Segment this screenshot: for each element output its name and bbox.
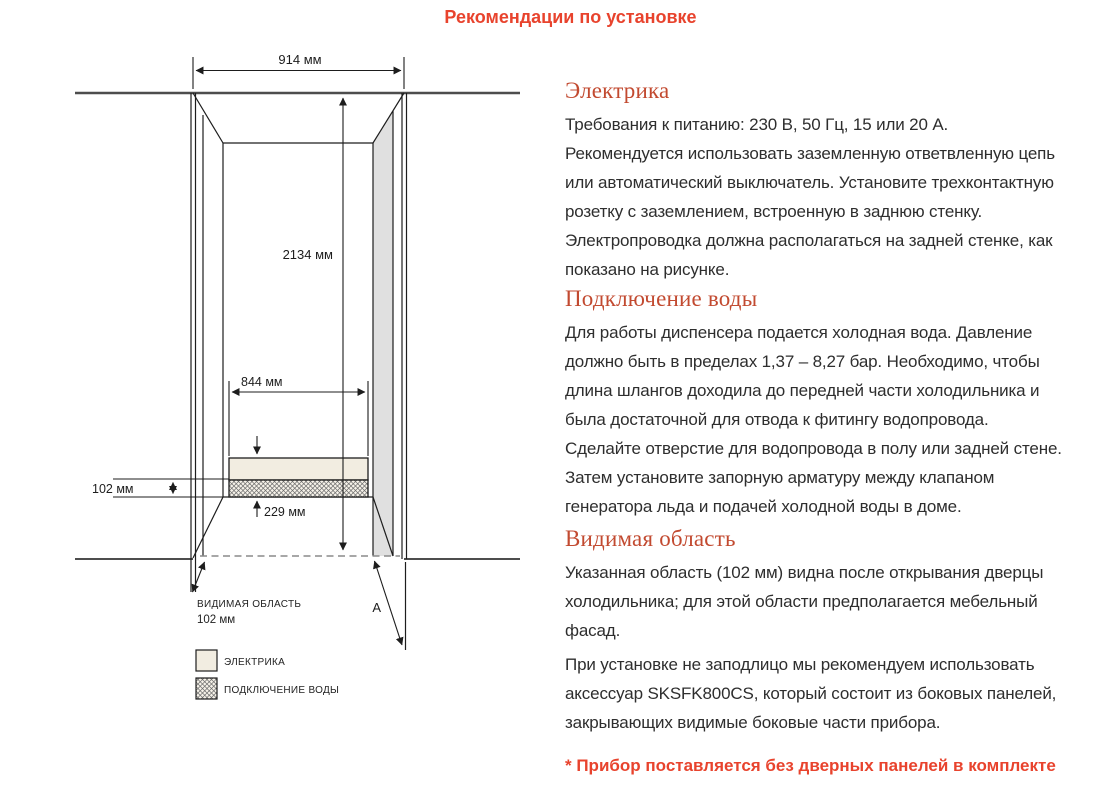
section-body-water: Для работы диспенсера подается холодная вода. Давление должно быть в пределах 1,37 – 8,27 бар. Необходимо, чтобы длина шлангов доходила до передней части холодильника и была достаточной для отвода к фитингу водопровода. Сделайте отверстие для водопровода в полу или задней стене. Затем установите запорную арматуру между клапаном генератора льда и подачей холодной воды в доме. xyxy=(565,323,1062,516)
visible-area-callout xyxy=(193,562,302,626)
legend-electrical-swatch xyxy=(196,650,217,671)
visible-area-label-line1: ВИДИМАЯ ОБЛАСТЬ xyxy=(197,599,302,610)
section-heading-electrical: Электрика xyxy=(565,78,670,103)
section-heading-water: Подключение воды xyxy=(565,286,758,311)
section-heading-visible-area: Видимая область xyxy=(565,526,736,551)
page-title: Рекомендации по установке xyxy=(444,7,697,27)
diagram-legend xyxy=(196,650,339,699)
water-zone-rect xyxy=(229,480,368,497)
visible-depth-label: 102 мм xyxy=(92,482,134,496)
utility-zones-box xyxy=(229,458,368,497)
legend-water-swatch xyxy=(196,678,217,699)
section-body-electrical: Требования к питанию: 230 В, 50 Гц, 15 или 20 А. Рекомендуется использовать заземленную ответвленную цепь или автоматический выключатель. Установите трехконтактную розетку с заземлением, встроенную в заднюю стенку. Электропроводка должна располагаться на задней стенке, как показано на рисунке. xyxy=(565,115,1055,279)
legend-electrical-label: ЭЛЕКТРИКА xyxy=(224,657,286,668)
side-panel-shaded-area xyxy=(373,111,393,556)
installation-diagram xyxy=(0,0,545,788)
footnote: * Прибор поставляется без дверных панелей в комплекте xyxy=(565,756,1056,775)
door-dimension-callout xyxy=(372,561,402,645)
section-body-visible-area: Указанная область (102 мм) видна после открывания дверцы холодильника; для этой области предполагается мебельный фасад. xyxy=(565,563,1044,640)
opening-height-label: 2134 мм xyxy=(282,247,333,262)
dimension-opening-width xyxy=(193,52,404,89)
door-dimension-label: A xyxy=(372,600,381,615)
section-body-accessory: При установке не заподлицо мы рекомендуем использовать аксессуар SKSFK800CS, который состоит из боковых панелей, закрывающих видимые боковые части прибора. xyxy=(565,655,1057,732)
dimension-zone-width xyxy=(229,375,368,456)
opening-width-label: 914 мм xyxy=(278,52,322,67)
legend-water-label: ПОДКЛЮЧЕНИЕ ВОДЫ xyxy=(224,685,340,696)
dimension-visible-depth xyxy=(92,479,229,497)
electrical-zone-rect xyxy=(229,458,368,480)
visible-area-label-line2: 102 мм xyxy=(197,614,236,626)
zone-bottom-offset-label: 229 мм xyxy=(264,505,306,519)
zone-width-label: 844 мм xyxy=(241,375,283,389)
